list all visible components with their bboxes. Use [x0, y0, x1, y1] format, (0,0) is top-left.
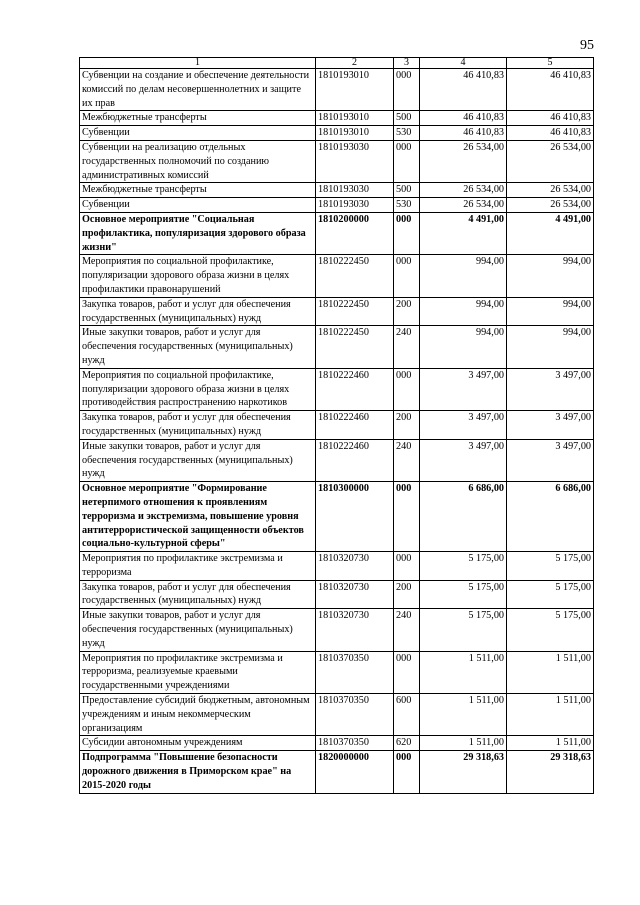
row-amount-5-cell: 1 511,00	[507, 694, 594, 736]
row-type-cell: 200	[394, 297, 420, 326]
row-code-cell: 1810193010	[316, 69, 394, 111]
row-amount-4-cell: 29 318,63	[420, 751, 507, 793]
row-amount-5-cell: 26 534,00	[507, 183, 594, 198]
table-row	[80, 126, 594, 141]
row-amount-5-cell: 3 497,00	[507, 368, 594, 410]
row-code-cell: 1810193030	[316, 140, 394, 182]
row-amount-5-cell: 26 534,00	[507, 140, 594, 182]
table-row	[80, 183, 594, 198]
row-name-cell: Субсидии автономным учреждениям	[80, 736, 316, 751]
row-type-cell: 240	[394, 439, 420, 481]
row-name-cell: Мероприятия по профилактике экстремизма и терроризма	[80, 552, 316, 581]
table-row	[80, 411, 594, 440]
column-header-5: 5	[507, 58, 594, 69]
row-code-cell: 1810222450	[316, 255, 394, 297]
row-amount-5-cell: 5 175,00	[507, 552, 594, 581]
row-code-cell: 1810193030	[316, 183, 394, 198]
row-amount-5-cell: 5 175,00	[507, 609, 594, 651]
row-amount-5-cell: 26 534,00	[507, 198, 594, 213]
table-row	[80, 368, 594, 410]
table-row	[80, 198, 594, 213]
row-code-cell: 1810222450	[316, 297, 394, 326]
row-amount-5-cell: 46 410,83	[507, 69, 594, 111]
row-name-cell: Межбюджетные трансферты	[80, 183, 316, 198]
row-amount-4-cell: 26 534,00	[420, 183, 507, 198]
row-name-cell: Подпрограмма "Повышение безопасности дорожного движения в Приморском крае" на 2015-2020 годы	[80, 751, 316, 793]
column-number-header	[80, 58, 594, 69]
row-name-cell: Закупка товаров, работ и услуг для обеспечения государственных (муниципальных) нужд	[80, 297, 316, 326]
row-amount-4-cell: 46 410,83	[420, 126, 507, 141]
row-name-cell: Иные закупки товаров, работ и услуг для обеспечения государственных (муниципальных) нужд	[80, 439, 316, 481]
column-header-4: 4	[420, 58, 507, 69]
row-type-cell: 200	[394, 580, 420, 609]
row-amount-4-cell: 1 511,00	[420, 736, 507, 751]
table-row	[80, 580, 594, 609]
row-name-cell: Иные закупки товаров, работ и услуг для обеспечения государственных (муниципальных) нужд	[80, 326, 316, 368]
table-row	[80, 651, 594, 693]
column-header-1: 1	[80, 58, 316, 69]
row-code-cell: 1810193010	[316, 126, 394, 141]
table-row	[80, 255, 594, 297]
row-type-cell: 620	[394, 736, 420, 751]
row-code-cell: 1810193010	[316, 111, 394, 126]
table-row	[80, 694, 594, 736]
row-amount-4-cell: 3 497,00	[420, 368, 507, 410]
row-name-cell: Субвенции	[80, 126, 316, 141]
table-row	[80, 751, 594, 793]
row-type-cell: 530	[394, 126, 420, 141]
row-code-cell: 1820000000	[316, 751, 394, 793]
row-amount-5-cell: 1 511,00	[507, 651, 594, 693]
row-name-cell: Мероприятия по социальной профилактике, популяризации здорового образа жизни в целях противодействия распространению наркотиков	[80, 368, 316, 410]
row-code-cell: 1810300000	[316, 482, 394, 552]
row-type-cell: 200	[394, 411, 420, 440]
row-amount-4-cell: 994,00	[420, 326, 507, 368]
row-type-cell: 000	[394, 69, 420, 111]
column-header-3: 3	[394, 58, 420, 69]
table-row	[80, 326, 594, 368]
row-amount-5-cell: 3 497,00	[507, 411, 594, 440]
row-amount-5-cell: 4 491,00	[507, 212, 594, 254]
row-name-cell: Субвенции на создание и обеспечение деятельности комиссий по делам несовершеннолетних и защите их прав	[80, 69, 316, 111]
row-amount-4-cell: 26 534,00	[420, 140, 507, 182]
row-amount-4-cell: 994,00	[420, 255, 507, 297]
table-row	[80, 609, 594, 651]
row-code-cell: 1810320730	[316, 580, 394, 609]
table-row	[80, 439, 594, 481]
row-amount-5-cell: 5 175,00	[507, 580, 594, 609]
column-header-2: 2	[316, 58, 394, 69]
table-row	[80, 297, 594, 326]
row-name-cell: Закупка товаров, работ и услуг для обеспечения государственных (муниципальных) нужд	[80, 411, 316, 440]
row-type-cell: 000	[394, 140, 420, 182]
row-name-cell: Межбюджетные трансферты	[80, 111, 316, 126]
row-amount-4-cell: 5 175,00	[420, 580, 507, 609]
row-code-cell: 1810193030	[316, 198, 394, 213]
row-amount-4-cell: 26 534,00	[420, 198, 507, 213]
table-row	[80, 69, 594, 111]
row-amount-5-cell: 994,00	[507, 297, 594, 326]
row-amount-4-cell: 3 497,00	[420, 439, 507, 481]
page-number: 95	[580, 38, 594, 53]
row-code-cell: 1810222460	[316, 411, 394, 440]
row-name-cell: Мероприятия по социальной профилактике, популяризации здорового образа жизни в целях профилактики правонарушений	[80, 255, 316, 297]
row-name-cell: Мероприятия по профилактике экстремизма и терроризма, реализуемые краевыми государственными учреждениями	[80, 651, 316, 693]
row-type-cell: 240	[394, 326, 420, 368]
row-type-cell: 530	[394, 198, 420, 213]
row-amount-4-cell: 1 511,00	[420, 694, 507, 736]
row-type-cell: 600	[394, 694, 420, 736]
table-row	[80, 140, 594, 182]
row-amount-4-cell: 4 491,00	[420, 212, 507, 254]
row-type-cell: 000	[394, 368, 420, 410]
row-amount-4-cell: 5 175,00	[420, 552, 507, 581]
row-name-cell: Субвенции	[80, 198, 316, 213]
row-amount-5-cell: 3 497,00	[507, 439, 594, 481]
row-name-cell: Субвенции на реализацию отдельных государственных полномочий по созданию административных комиссий	[80, 140, 316, 182]
row-amount-4-cell: 3 497,00	[420, 411, 507, 440]
row-type-cell: 000	[394, 651, 420, 693]
row-code-cell: 1810222460	[316, 439, 394, 481]
row-type-cell: 000	[394, 212, 420, 254]
row-code-cell: 1810222460	[316, 368, 394, 410]
row-name-cell: Иные закупки товаров, работ и услуг для обеспечения государственных (муниципальных) нужд	[80, 609, 316, 651]
row-amount-4-cell: 5 175,00	[420, 609, 507, 651]
table-row	[80, 111, 594, 126]
row-amount-5-cell: 1 511,00	[507, 736, 594, 751]
row-code-cell: 1810370350	[316, 651, 394, 693]
row-type-cell: 240	[394, 609, 420, 651]
row-code-cell: 1810320730	[316, 609, 394, 651]
table-row	[80, 552, 594, 581]
row-name-cell: Предоставление субсидий бюджетным, автономным учреждениям и иным некоммерческим организациям	[80, 694, 316, 736]
budget-table	[79, 57, 594, 794]
row-name-cell: Основное мероприятие "Социальная профилактика, популяризация здорового образа жизни"	[80, 212, 316, 254]
row-code-cell: 1810200000	[316, 212, 394, 254]
row-type-cell: 000	[394, 255, 420, 297]
table-row	[80, 736, 594, 751]
row-amount-4-cell: 46 410,83	[420, 111, 507, 126]
row-code-cell: 1810320730	[316, 552, 394, 581]
row-type-cell: 000	[394, 751, 420, 793]
row-amount-4-cell: 994,00	[420, 297, 507, 326]
row-amount-5-cell: 994,00	[507, 255, 594, 297]
row-type-cell: 000	[394, 482, 420, 552]
row-name-cell: Закупка товаров, работ и услуг для обеспечения государственных (муниципальных) нужд	[80, 580, 316, 609]
row-amount-5-cell: 29 318,63	[507, 751, 594, 793]
row-code-cell: 1810370350	[316, 694, 394, 736]
row-amount-5-cell: 994,00	[507, 326, 594, 368]
row-amount-4-cell: 1 511,00	[420, 651, 507, 693]
row-amount-5-cell: 6 686,00	[507, 482, 594, 552]
row-name-cell: Основное мероприятие "Формирование нетерпимого отношения к проявлениям терроризма и экстремизма, повышение уровня антитеррористической защищенности объектов социально-культурной сферы"	[80, 482, 316, 552]
row-amount-4-cell: 6 686,00	[420, 482, 507, 552]
row-amount-5-cell: 46 410,83	[507, 126, 594, 141]
row-code-cell: 1810222450	[316, 326, 394, 368]
row-type-cell: 500	[394, 111, 420, 126]
row-amount-4-cell: 46 410,83	[420, 69, 507, 111]
row-code-cell: 1810370350	[316, 736, 394, 751]
table-row	[80, 482, 594, 552]
table-row	[80, 212, 594, 254]
row-type-cell: 500	[394, 183, 420, 198]
row-amount-5-cell: 46 410,83	[507, 111, 594, 126]
row-type-cell: 000	[394, 552, 420, 581]
